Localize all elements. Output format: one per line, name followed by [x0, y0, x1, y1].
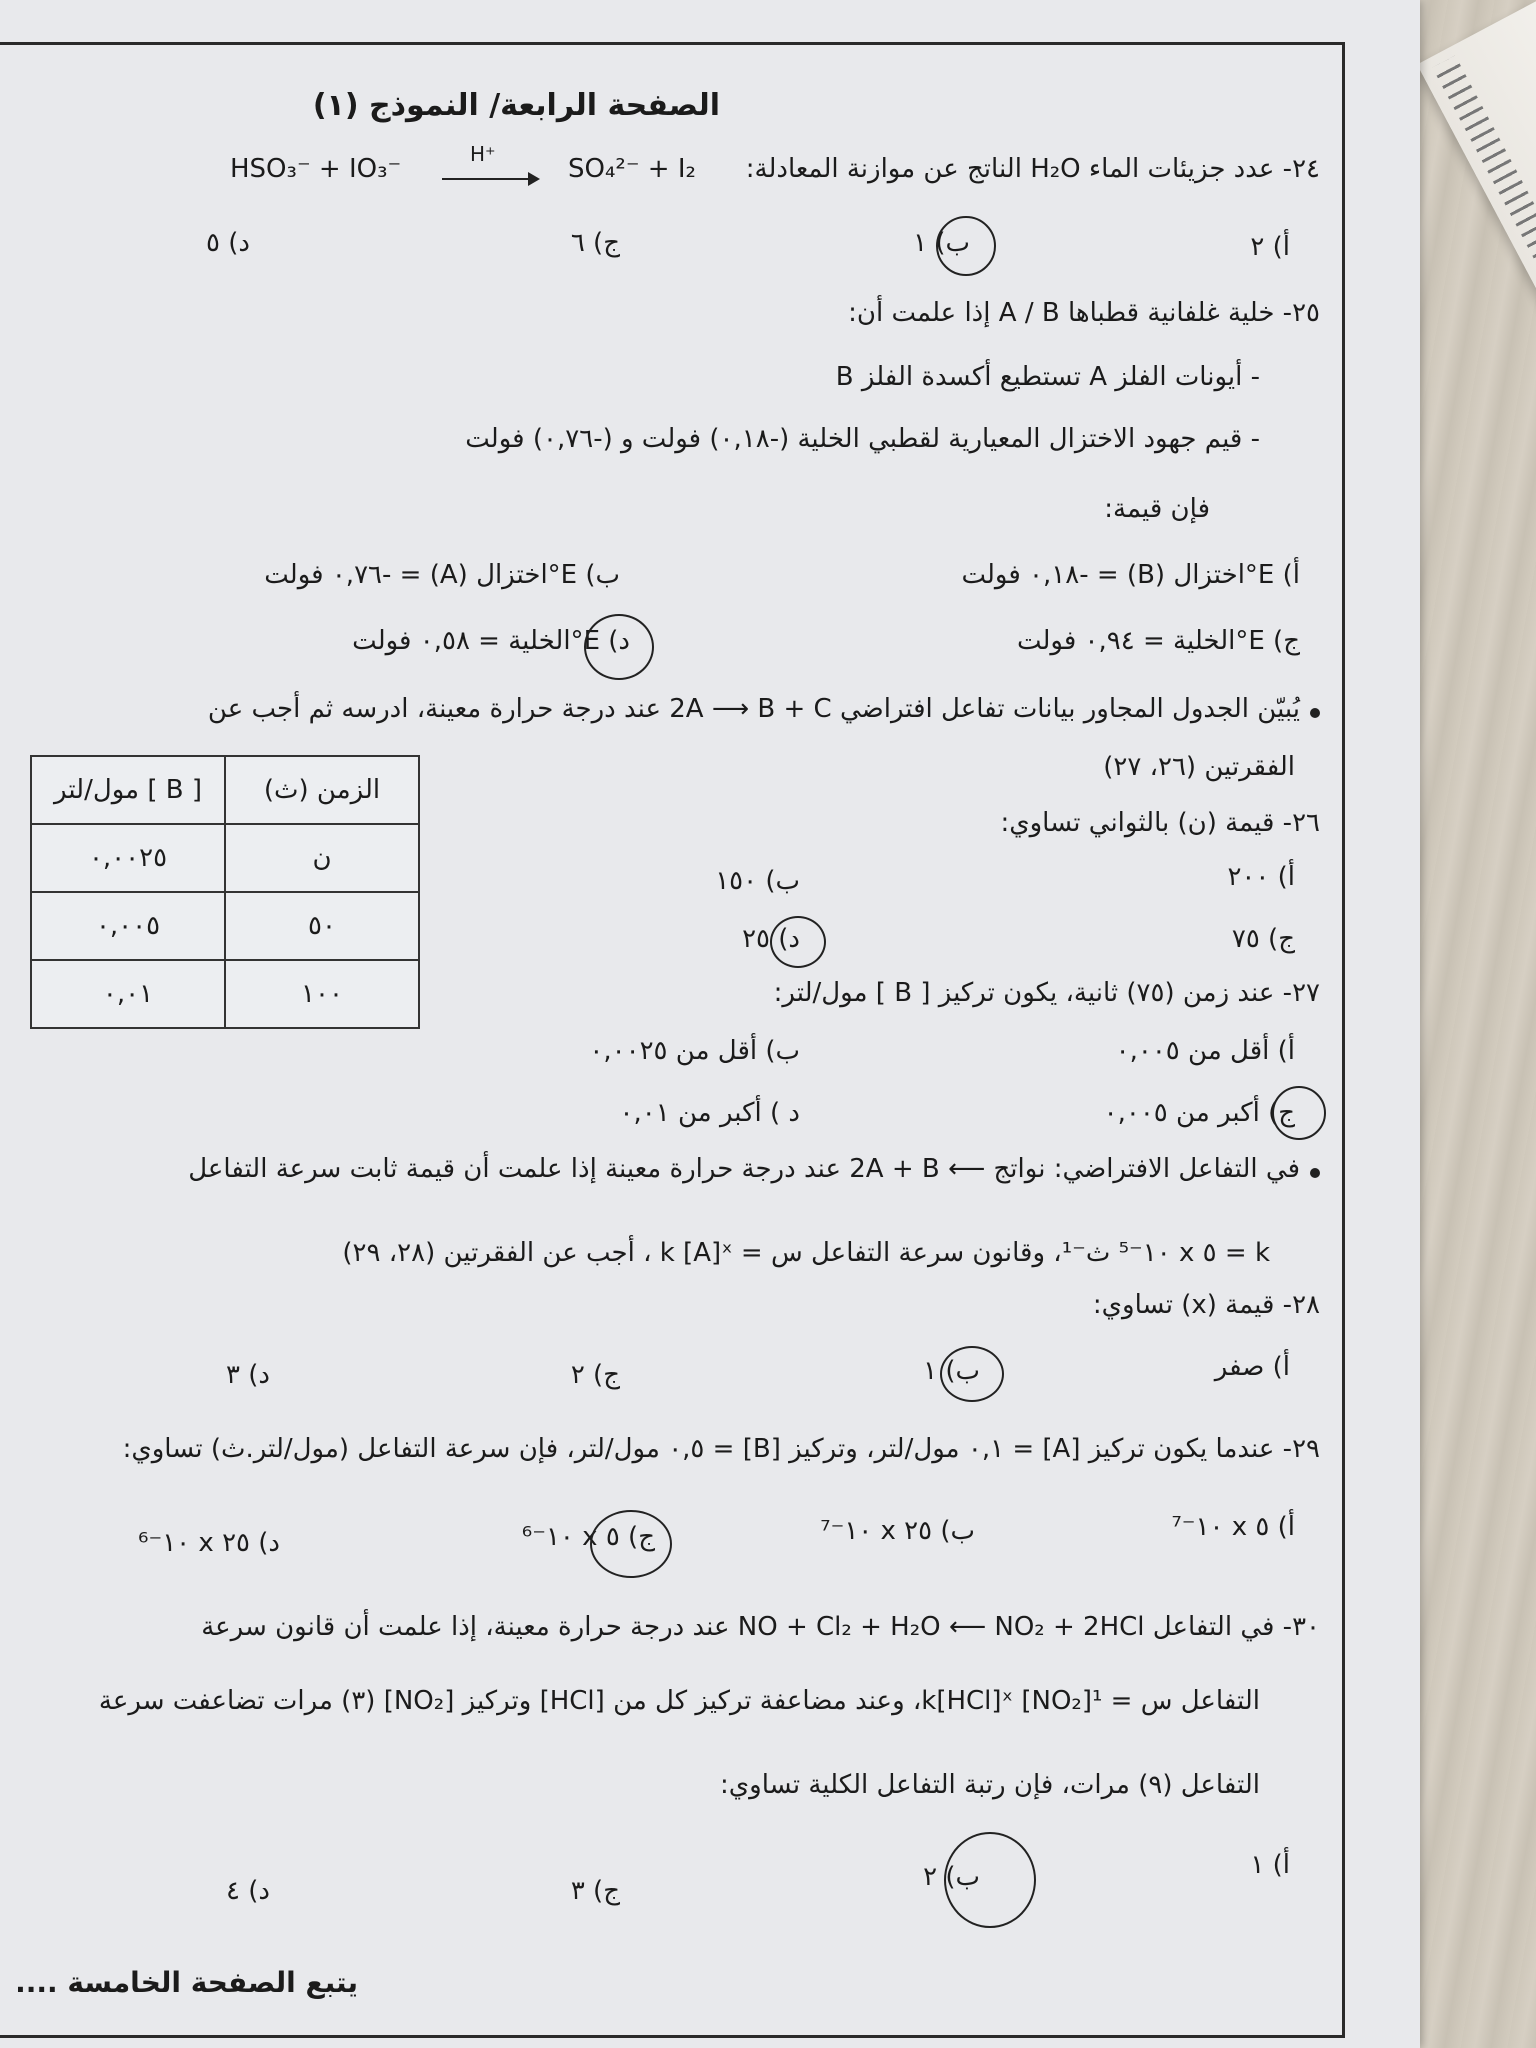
- q27-stem: ٢٧- عند زمن (٧٥) ثانية، يكون تركيز [ B ] مول/لتر:: [773, 978, 1320, 1008]
- q25-choice-d: د) E°الخلية = ٠,٥٨ فولت: [352, 626, 630, 656]
- table-header-time: الزمن (ث): [225, 756, 419, 824]
- q30-choice-b: ب) ٢: [923, 1862, 980, 1892]
- q28-choice-d: د) ٣: [226, 1360, 270, 1390]
- q26-choice-d: د) ٢٥: [742, 924, 800, 954]
- q26-choice-c: ج) ٧٥: [1231, 924, 1295, 954]
- bullet-icon: [1310, 708, 1320, 718]
- q27-choice-a: أ) أقل من ٠,٠٠٥: [1115, 1036, 1295, 1066]
- q30-choice-c: ج) ٣: [570, 1876, 620, 1906]
- q25-fact-2: - قيم جهود الاختزال المعيارية لقطبي الخلية (-٠,١٨) فولت و (-٠,٧٦) فولت: [465, 424, 1260, 454]
- q24-stem: ٢٤- عدد جزيئات الماء H₂O الناتج عن موازنة المعادلة:: [745, 154, 1320, 184]
- q24-choice-a: أ) ٢: [1250, 232, 1290, 262]
- q28-choice-c: ج) ٢: [570, 1360, 620, 1390]
- table-header-row: [31, 756, 419, 824]
- q30-line2: التفاعل س = k[HCl]ˣ [NO₂]¹، وعند مضاعفة تركيز كل من [HCl] وتركيز [NO₂] (٣) مرات تضاعفت سرعة: [98, 1686, 1260, 1716]
- q26-choice-b: ب) ١٥٠: [715, 866, 800, 896]
- q24-equation-right: SO₄²⁻ + I₂: [568, 154, 696, 184]
- passage2-line1: في التفاعل الافتراضي: نواتج ⟵ 2A + B عند درجة حرارة معينة إذا علمت أن قيمة ثابت سرعة التفاعل: [188, 1154, 1300, 1184]
- q30-choice-a: أ) ١: [1250, 1850, 1290, 1880]
- table-row: [31, 824, 419, 892]
- table-cell-time: ٥٠: [225, 892, 419, 960]
- table-cell-time: ١٠٠: [225, 960, 419, 1028]
- passage1-line1: يُبيّن الجدول المجاور بيانات تفاعل افتراضي 2A ⟶ B + C عند درجة حرارة معينة، ادرسه ثم أجب عن: [207, 694, 1300, 724]
- q24-catalyst: H⁺: [470, 142, 496, 166]
- q28-stem: ٢٨- قيمة (x) تساوي:: [1092, 1290, 1320, 1320]
- q29-choice-a: أ) ٥ x ١٠⁻⁷: [1171, 1512, 1295, 1542]
- q30-line1: ٣٠- في التفاعل NO + Cl₂ + H₂O ⟵ NO₂ + 2HCl عند درجة حرارة معينة، إذا علمت أن قانون سرعة: [201, 1612, 1320, 1642]
- q25-lead: فإن قيمة:: [1104, 494, 1210, 524]
- q27-choice-b: ب) أقل من ٠,٠٠٢٥: [589, 1036, 800, 1066]
- q29-stem: ٢٩- عندما يكون تركيز [A] = ٠,١ مول/لتر، وتركيز [B] = ٠,٥ مول/لتر، فإن سرعة التفاعل (مول/لتر.ث) تساوي:: [122, 1434, 1320, 1464]
- q30-choice-d: د) ٤: [226, 1876, 270, 1906]
- q26-stem: ٢٦- قيمة (ن) بالثواني تساوي:: [1000, 808, 1320, 838]
- q24-choice-c: ج) ٦: [570, 228, 620, 258]
- q27-choice-c: ج) أكبر من ٠,٠٠٥: [1103, 1098, 1295, 1128]
- q25-choice-a: أ) E°اختزال (B) = -٠,١٨ فولت: [961, 560, 1300, 590]
- table-cell-time: ن: [225, 824, 419, 892]
- page-header: الصفحة الرابعة/ النموذج (١): [312, 88, 720, 123]
- table-cell-concentration: ٠,٠٠٢٥: [31, 824, 225, 892]
- table-header-concentration: [ B ] مول/لتر: [31, 756, 225, 824]
- arrow-head-icon: [528, 172, 540, 186]
- q25-choice-b: ب) E°اختزال (A) = -٠,٧٦ فولت: [264, 560, 620, 590]
- q29-choice-b: ب) ٢٥ x ١٠⁻⁷: [820, 1516, 975, 1546]
- table-cell-concentration: ٠,٠٠٥: [31, 892, 225, 960]
- page-footer: يتبع الصفحة الخامسة ....: [15, 1966, 358, 1999]
- q24-choice-b: ب) ١: [913, 228, 970, 258]
- q30-line3: التفاعل (٩) مرات، فإن رتبة التفاعل الكلية تساوي:: [720, 1770, 1260, 1800]
- q24-choice-d: د) ٥: [206, 228, 250, 258]
- q27-choice-d: د ) أكبر من ٠,٠١: [619, 1098, 800, 1128]
- q24-equation-left: HSO₃⁻ + IO₃⁻: [230, 154, 402, 184]
- q25-choice-c: ج) E°الخلية = ٠,٩٤ فولت: [1016, 626, 1300, 656]
- q28-choice-a: أ) صفر: [1214, 1352, 1290, 1382]
- q29-choice-c: ج) ٥ x ١٠⁻⁶: [521, 1522, 655, 1552]
- q25-fact-1: - أيونات الفلز A تستطيع أكسدة الفلز B: [835, 362, 1260, 392]
- table-row: [31, 960, 419, 1028]
- reaction-arrow: [442, 178, 534, 180]
- q26-choice-a: أ) ٢٠٠: [1227, 862, 1295, 892]
- q25-stem: ٢٥- خلية غلفانية قطباها A / B إذا علمت أن:: [848, 298, 1320, 328]
- bullet-icon: [1310, 1168, 1320, 1178]
- table-row: [31, 892, 419, 960]
- passage2-line2: k = ٥ x ١٠⁻⁵ ث⁻¹، وقانون سرعة التفاعل س = k [A]ˣ ، أجب عن الفقرتين (٢٨، ٢٩): [342, 1238, 1270, 1268]
- table-cell-concentration: ٠,٠١: [31, 960, 225, 1028]
- q29-choice-d: د) ٢٥ x ١٠⁻⁶: [138, 1528, 280, 1558]
- rate-data-table: [30, 755, 420, 1029]
- passage1-line2: الفقرتين (٢٦، ٢٧): [1103, 752, 1295, 782]
- q28-choice-b: ب) ١: [923, 1356, 980, 1386]
